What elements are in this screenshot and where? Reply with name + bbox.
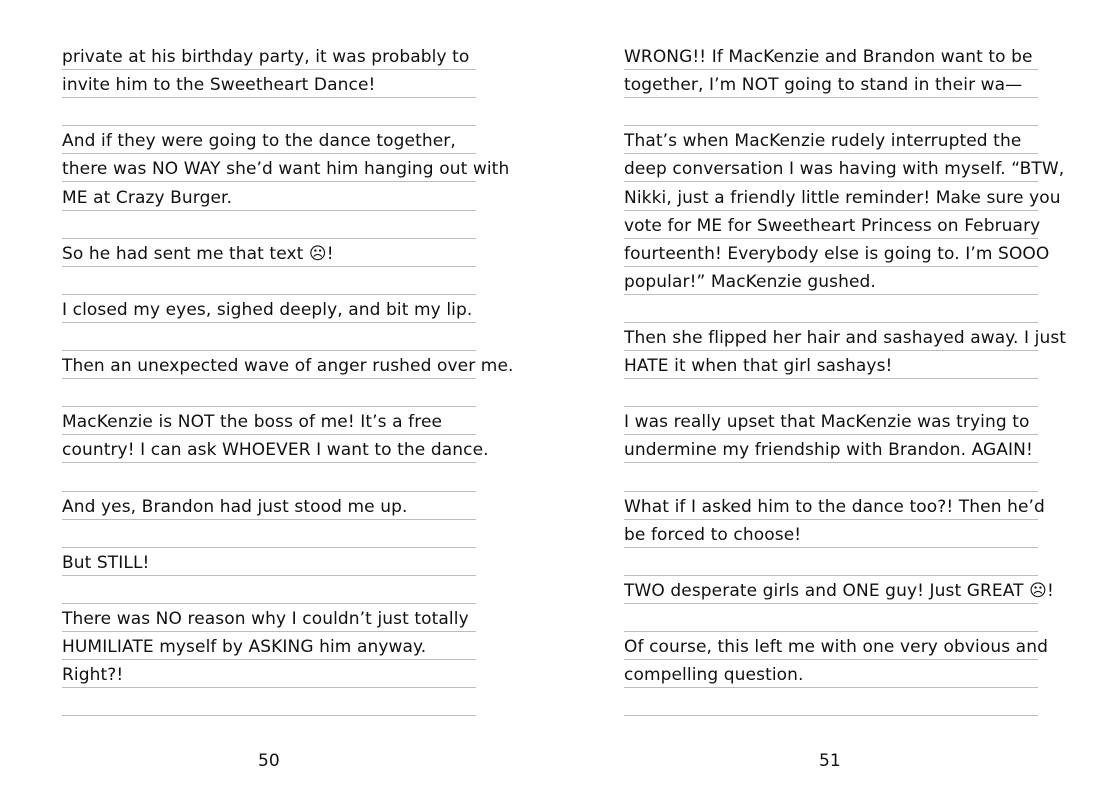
ruled-line: [624, 548, 1038, 576]
text-line: HATE it when that girl sashays!: [624, 356, 893, 377]
ruled-line: [62, 351, 514, 379]
text-line: So he had sent me that text ☹!: [62, 243, 334, 264]
ruled-line: [62, 70, 476, 98]
text-line: country! I can ask WHOEVER I want to the dance.: [62, 440, 489, 461]
ruled-line: [624, 688, 1038, 716]
text-line: vote for ME for Sweetheart Princess on February: [624, 215, 1041, 236]
text-line: But STILL!: [62, 552, 150, 573]
ruled-line: [624, 154, 1065, 182]
text-line: compelling question.: [624, 665, 804, 686]
text-line: Right?!: [62, 665, 124, 686]
ruled-line: [624, 604, 1038, 632]
text-line: Then an unexpected wave of anger rushed over me.: [62, 356, 514, 377]
ruled-line: [62, 407, 476, 435]
text-line: I closed my eyes, sighed deeply, and bit my lip.: [62, 299, 473, 320]
ruled-line: [624, 211, 1041, 239]
text-line: popular!” MacKenzie gushed.: [624, 271, 876, 292]
ruled-line: [62, 463, 476, 491]
ruled-line: [62, 42, 476, 70]
ruled-line: [624, 98, 1038, 126]
left-page-lines: [62, 0, 514, 716]
ruled-line: [62, 239, 476, 267]
ruled-line: [624, 435, 1038, 463]
left-page-number: 50: [258, 751, 280, 771]
text-line: And yes, Brandon had just stood me up.: [62, 496, 408, 517]
ruled-line: [62, 379, 476, 407]
ruled-line: [624, 182, 1061, 210]
text-line: Of course, this left me with one very obvious and: [624, 637, 1048, 658]
ruled-line: [62, 323, 476, 351]
ruled-line: [62, 548, 476, 576]
text-line: HUMILIATE myself by ASKING him anyway.: [62, 637, 427, 658]
text-line: fourteenth! Everybody else is going to. I’m SOOO: [624, 243, 1050, 264]
text-line: undermine my friendship with Brandon. AGAIN!: [624, 440, 1033, 461]
ruled-line: [624, 632, 1048, 660]
ruled-line: [624, 463, 1038, 491]
ruled-line: [62, 520, 476, 548]
text-line: Nikki, just a friendly little reminder! Make sure you: [624, 187, 1061, 208]
ruled-line: [62, 98, 476, 126]
text-line: MacKenzie is NOT the boss of me! It’s a free: [62, 412, 443, 433]
ruled-line: [62, 267, 476, 295]
text-line: ME at Crazy Burger.: [62, 187, 233, 208]
ruled-line: [624, 576, 1054, 604]
text-line: TWO desperate girls and ONE guy! Just GREAT ☹!: [624, 580, 1054, 601]
ruled-line: [62, 435, 489, 463]
ruled-line: [624, 70, 1038, 98]
ruled-line: [624, 126, 1038, 154]
right-page-number: 51: [819, 751, 841, 771]
ruled-line: [62, 688, 476, 716]
ruled-line: [624, 42, 1038, 70]
ruled-line: [62, 632, 476, 660]
ruled-line: [624, 492, 1045, 520]
text-line: Then she flipped her hair and sashayed away. I just: [624, 328, 1067, 349]
ruled-line: [624, 267, 1038, 295]
ruled-line: [624, 351, 1038, 379]
text-line: together, I’m NOT going to stand in their wa—: [624, 75, 1023, 96]
text-line: deep conversation I was having with myself. “BTW,: [624, 159, 1065, 180]
ruled-line: [624, 323, 1067, 351]
text-line: be forced to choose!: [624, 524, 802, 545]
text-line: There was NO reason why I couldn’t just totally: [62, 608, 469, 629]
ruled-line: [624, 407, 1038, 435]
right-page-lines: [624, 0, 1067, 716]
text-line: I was really upset that MacKenzie was trying to: [624, 412, 1030, 433]
right-page: [550, 0, 1100, 800]
ruled-line: [62, 295, 476, 323]
ruled-line: [624, 379, 1038, 407]
text-line: That’s when MacKenzie rudely interrupted the: [624, 131, 1022, 152]
text-line: WRONG!! If MacKenzie and Brandon want to be: [624, 47, 1033, 68]
ruled-line: [624, 295, 1038, 323]
ruled-line: [62, 576, 476, 604]
ruled-line: [624, 239, 1050, 267]
text-line: there was NO WAY she’d want him hanging out with: [62, 159, 510, 180]
text-line: What if I asked him to the dance too?! Then he’d: [624, 496, 1045, 517]
ruled-line: [62, 660, 476, 688]
ruled-line: [62, 154, 510, 182]
ruled-line: [62, 604, 476, 632]
ruled-line: [624, 520, 1038, 548]
ruled-line: [62, 182, 476, 210]
ruled-line: [624, 660, 1038, 688]
ruled-line: [62, 211, 476, 239]
text-line: invite him to the Sweetheart Dance!: [62, 75, 376, 96]
ruled-line: [62, 492, 476, 520]
ruled-line: [62, 126, 476, 154]
text-line: private at his birthday party, it was probably to: [62, 47, 470, 68]
text-line: And if they were going to the dance together,: [62, 131, 456, 152]
